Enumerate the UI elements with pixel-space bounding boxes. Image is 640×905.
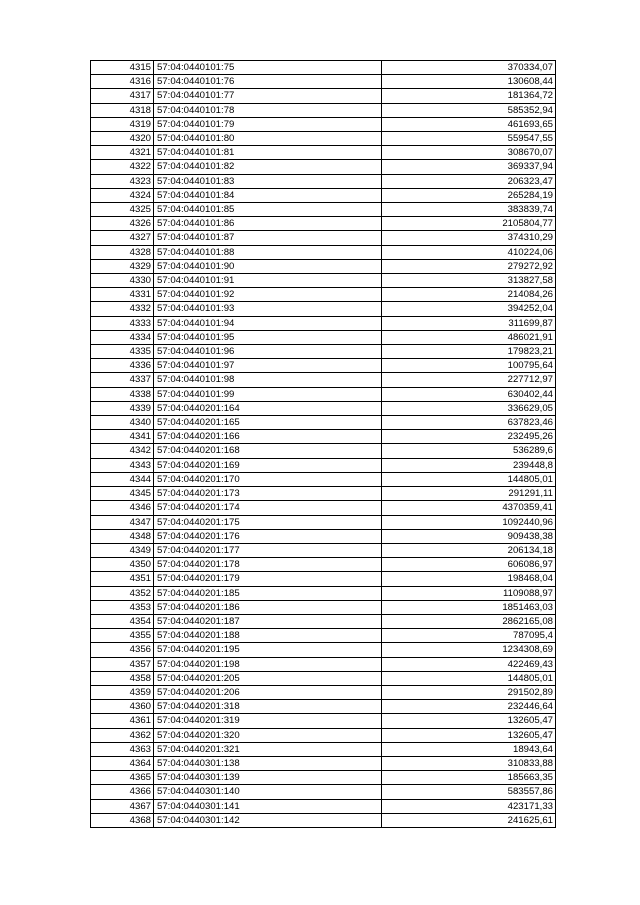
table-row (91, 501, 556, 515)
table-row (91, 643, 556, 657)
cadastral-number-cell: 57:04:0440101:97 (154, 359, 382, 373)
value-cell: 232446,64 (382, 700, 556, 714)
table-row (91, 714, 556, 728)
value-cell: 637823,46 (382, 416, 556, 430)
table-row (91, 771, 556, 785)
value-cell: 310833,88 (382, 756, 556, 770)
value-cell: 585352,94 (382, 103, 556, 117)
row-number-cell: 4329 (91, 259, 154, 273)
cadastral-number-cell: 57:04:0440201:198 (154, 657, 382, 671)
row-number-cell: 4318 (91, 103, 154, 117)
table-row (91, 813, 556, 827)
cadastral-number-cell: 57:04:0440201:174 (154, 501, 382, 515)
value-cell: 461693,65 (382, 117, 556, 131)
row-number-cell: 4366 (91, 785, 154, 799)
cadastral-number-cell: 57:04:0440201:186 (154, 600, 382, 614)
table-row (91, 203, 556, 217)
cadastral-number-cell: 57:04:0440201:175 (154, 515, 382, 529)
table-row (91, 416, 556, 430)
row-number-cell: 4347 (91, 515, 154, 529)
table-row (91, 756, 556, 770)
value-cell: 2862165,08 (382, 614, 556, 628)
row-number-cell: 4345 (91, 487, 154, 501)
row-number-cell: 4332 (91, 302, 154, 316)
row-number-cell: 4362 (91, 728, 154, 742)
table-row (91, 61, 556, 75)
cadastral-number-cell: 57:04:0440201:166 (154, 430, 382, 444)
table-row (91, 629, 556, 643)
cadastral-number-cell: 57:04:0440101:87 (154, 231, 382, 245)
value-cell: 239448,8 (382, 458, 556, 472)
cadastral-number-cell: 57:04:0440201:187 (154, 614, 382, 628)
cadastral-number-cell: 57:04:0440201:168 (154, 444, 382, 458)
table-row (91, 671, 556, 685)
cadastral-number-cell: 57:04:0440201:188 (154, 629, 382, 643)
table-row (91, 657, 556, 671)
value-cell: 130608,44 (382, 75, 556, 89)
cadastral-number-cell: 57:04:0440101:99 (154, 387, 382, 401)
cadastral-number-cell: 57:04:0440201:165 (154, 416, 382, 430)
row-number-cell: 4322 (91, 160, 154, 174)
row-number-cell: 4368 (91, 813, 154, 827)
table-row (91, 572, 556, 586)
table-row (91, 274, 556, 288)
cadastral-number-cell: 57:04:0440301:139 (154, 771, 382, 785)
table-row (91, 132, 556, 146)
cadastral-number-cell: 57:04:0440201:205 (154, 671, 382, 685)
value-cell: 630402,44 (382, 387, 556, 401)
row-number-cell: 4319 (91, 117, 154, 131)
table-row (91, 487, 556, 501)
cadastral-number-cell: 57:04:0440101:75 (154, 61, 382, 75)
cadastral-number-cell: 57:04:0440101:82 (154, 160, 382, 174)
row-number-cell: 4328 (91, 245, 154, 259)
row-number-cell: 4331 (91, 288, 154, 302)
cadastral-number-cell: 57:04:0440301:142 (154, 813, 382, 827)
cadastral-number-cell: 57:04:0440201:321 (154, 742, 382, 756)
row-number-cell: 4335 (91, 345, 154, 359)
row-number-cell: 4354 (91, 614, 154, 628)
cadastral-number-cell: 57:04:0440301:141 (154, 799, 382, 813)
row-number-cell: 4342 (91, 444, 154, 458)
table-row (91, 529, 556, 543)
value-cell: 206134,18 (382, 543, 556, 557)
table-row (91, 785, 556, 799)
table-row (91, 728, 556, 742)
table-row (91, 430, 556, 444)
table-row (91, 231, 556, 245)
value-cell: 1092440,96 (382, 515, 556, 529)
row-number-cell: 4337 (91, 373, 154, 387)
table-row (91, 316, 556, 330)
cadastral-number-cell: 57:04:0440201:195 (154, 643, 382, 657)
table-row (91, 146, 556, 160)
table-row (91, 259, 556, 273)
value-cell: 265284,19 (382, 188, 556, 202)
table-row (91, 458, 556, 472)
cadastral-number-cell: 57:04:0440101:84 (154, 188, 382, 202)
row-number-cell: 4323 (91, 174, 154, 188)
cadastral-number-cell: 57:04:0440101:79 (154, 117, 382, 131)
cadastral-number-cell: 57:04:0440101:85 (154, 203, 382, 217)
cadastral-number-cell: 57:04:0440201:320 (154, 728, 382, 742)
table-row (91, 600, 556, 614)
value-cell: 486021,91 (382, 330, 556, 344)
table-row (91, 174, 556, 188)
table-row (91, 75, 556, 89)
row-number-cell: 4358 (91, 671, 154, 685)
row-number-cell: 4363 (91, 742, 154, 756)
value-cell: 394252,04 (382, 302, 556, 316)
row-number-cell: 4341 (91, 430, 154, 444)
cadastral-value-table (90, 60, 556, 828)
value-cell: 374310,29 (382, 231, 556, 245)
table-row (91, 472, 556, 486)
cadastral-number-cell: 57:04:0440201:185 (154, 586, 382, 600)
row-number-cell: 4355 (91, 629, 154, 643)
value-cell: 369337,94 (382, 160, 556, 174)
value-cell: 336629,05 (382, 401, 556, 415)
cadastral-number-cell: 57:04:0440101:98 (154, 373, 382, 387)
table-row (91, 345, 556, 359)
table-row (91, 103, 556, 117)
row-number-cell: 4330 (91, 274, 154, 288)
row-number-cell: 4321 (91, 146, 154, 160)
table-row (91, 614, 556, 628)
cadastral-number-cell: 57:04:0440201:319 (154, 714, 382, 728)
table-row (91, 586, 556, 600)
row-number-cell: 4338 (91, 387, 154, 401)
table-row (91, 188, 556, 202)
row-number-cell: 4357 (91, 657, 154, 671)
table-row (91, 302, 556, 316)
value-cell: 4370359,41 (382, 501, 556, 515)
value-cell: 1109088,97 (382, 586, 556, 600)
cadastral-number-cell: 57:04:0440101:80 (154, 132, 382, 146)
table-row (91, 401, 556, 415)
table-row (91, 515, 556, 529)
table-row (91, 117, 556, 131)
row-number-cell: 4349 (91, 543, 154, 557)
row-number-cell: 4352 (91, 586, 154, 600)
row-number-cell: 4367 (91, 799, 154, 813)
value-cell: 181364,72 (382, 89, 556, 103)
cadastral-number-cell: 57:04:0440101:96 (154, 345, 382, 359)
table-row (91, 700, 556, 714)
value-cell: 909438,38 (382, 529, 556, 543)
cadastral-number-cell: 57:04:0440201:177 (154, 543, 382, 557)
table-row (91, 89, 556, 103)
cadastral-number-cell: 57:04:0440101:88 (154, 245, 382, 259)
value-cell: 2105804,77 (382, 217, 556, 231)
cadastral-number-cell: 57:04:0440201:173 (154, 487, 382, 501)
row-number-cell: 4364 (91, 756, 154, 770)
value-cell: 179823,21 (382, 345, 556, 359)
table-row (91, 217, 556, 231)
value-cell: 787095,4 (382, 629, 556, 643)
value-cell: 559547,55 (382, 132, 556, 146)
table-row (91, 330, 556, 344)
value-cell: 279272,92 (382, 259, 556, 273)
value-cell: 422469,43 (382, 657, 556, 671)
cadastral-number-cell: 57:04:0440201:206 (154, 685, 382, 699)
row-number-cell: 4315 (91, 61, 154, 75)
row-number-cell: 4327 (91, 231, 154, 245)
value-cell: 370334,07 (382, 61, 556, 75)
value-cell: 383839,74 (382, 203, 556, 217)
cadastral-number-cell: 57:04:0440101:93 (154, 302, 382, 316)
table-row (91, 685, 556, 699)
row-number-cell: 4353 (91, 600, 154, 614)
row-number-cell: 4317 (91, 89, 154, 103)
value-cell: 583557,86 (382, 785, 556, 799)
cadastral-number-cell: 57:04:0440101:94 (154, 316, 382, 330)
row-number-cell: 4320 (91, 132, 154, 146)
table-row (91, 799, 556, 813)
cadastral-number-cell: 57:04:0440101:92 (154, 288, 382, 302)
row-number-cell: 4365 (91, 771, 154, 785)
row-number-cell: 4325 (91, 203, 154, 217)
value-cell: 100795,64 (382, 359, 556, 373)
table-row (91, 359, 556, 373)
value-cell: 185663,35 (382, 771, 556, 785)
value-cell: 232495,26 (382, 430, 556, 444)
value-cell: 311699,87 (382, 316, 556, 330)
cadastral-number-cell: 57:04:0440201:170 (154, 472, 382, 486)
cadastral-number-cell: 57:04:0440101:91 (154, 274, 382, 288)
table-body (91, 61, 556, 828)
cadastral-number-cell: 57:04:0440101:90 (154, 259, 382, 273)
row-number-cell: 4333 (91, 316, 154, 330)
value-cell: 606086,97 (382, 558, 556, 572)
table-row (91, 387, 556, 401)
cadastral-number-cell: 57:04:0440101:95 (154, 330, 382, 344)
value-cell: 198468,04 (382, 572, 556, 586)
value-cell: 206323,47 (382, 174, 556, 188)
cadastral-number-cell: 57:04:0440201:176 (154, 529, 382, 543)
cadastral-number-cell: 57:04:0440101:83 (154, 174, 382, 188)
value-cell: 144805,01 (382, 671, 556, 685)
table-row (91, 558, 556, 572)
cadastral-number-cell: 57:04:0440301:140 (154, 785, 382, 799)
cadastral-number-cell: 57:04:0440101:77 (154, 89, 382, 103)
row-number-cell: 4334 (91, 330, 154, 344)
row-number-cell: 4351 (91, 572, 154, 586)
table-row (91, 160, 556, 174)
row-number-cell: 4339 (91, 401, 154, 415)
value-cell: 132605,47 (382, 728, 556, 742)
cadastral-number-cell: 57:04:0440201:169 (154, 458, 382, 472)
value-cell: 1234308,69 (382, 643, 556, 657)
value-cell: 227712,97 (382, 373, 556, 387)
row-number-cell: 4359 (91, 685, 154, 699)
row-number-cell: 4348 (91, 529, 154, 543)
value-cell: 313827,58 (382, 274, 556, 288)
row-number-cell: 4360 (91, 700, 154, 714)
table-row (91, 742, 556, 756)
value-cell: 214084,26 (382, 288, 556, 302)
table-row (91, 444, 556, 458)
cadastral-number-cell: 57:04:0440201:318 (154, 700, 382, 714)
cadastral-number-cell: 57:04:0440301:138 (154, 756, 382, 770)
row-number-cell: 4356 (91, 643, 154, 657)
cadastral-number-cell: 57:04:0440201:164 (154, 401, 382, 415)
table-row (91, 245, 556, 259)
value-cell: 18943,64 (382, 742, 556, 756)
cadastral-number-cell: 57:04:0440101:76 (154, 75, 382, 89)
row-number-cell: 4361 (91, 714, 154, 728)
row-number-cell: 4324 (91, 188, 154, 202)
value-cell: 536289,6 (382, 444, 556, 458)
row-number-cell: 4326 (91, 217, 154, 231)
row-number-cell: 4344 (91, 472, 154, 486)
cadastral-number-cell: 57:04:0440201:179 (154, 572, 382, 586)
row-number-cell: 4343 (91, 458, 154, 472)
value-cell: 144805,01 (382, 472, 556, 486)
table-row (91, 288, 556, 302)
cadastral-number-cell: 57:04:0440101:78 (154, 103, 382, 117)
value-cell: 410224,06 (382, 245, 556, 259)
value-cell: 291291,11 (382, 487, 556, 501)
table-row (91, 543, 556, 557)
document-page (90, 60, 555, 828)
row-number-cell: 4346 (91, 501, 154, 515)
row-number-cell: 4316 (91, 75, 154, 89)
row-number-cell: 4336 (91, 359, 154, 373)
value-cell: 423171,33 (382, 799, 556, 813)
cadastral-number-cell: 57:04:0440101:86 (154, 217, 382, 231)
row-number-cell: 4350 (91, 558, 154, 572)
row-number-cell: 4340 (91, 416, 154, 430)
cadastral-number-cell: 57:04:0440101:81 (154, 146, 382, 160)
value-cell: 308670,07 (382, 146, 556, 160)
value-cell: 291502,89 (382, 685, 556, 699)
value-cell: 132605,47 (382, 714, 556, 728)
value-cell: 1851463,03 (382, 600, 556, 614)
value-cell: 241625,61 (382, 813, 556, 827)
cadastral-number-cell: 57:04:0440201:178 (154, 558, 382, 572)
table-row (91, 373, 556, 387)
